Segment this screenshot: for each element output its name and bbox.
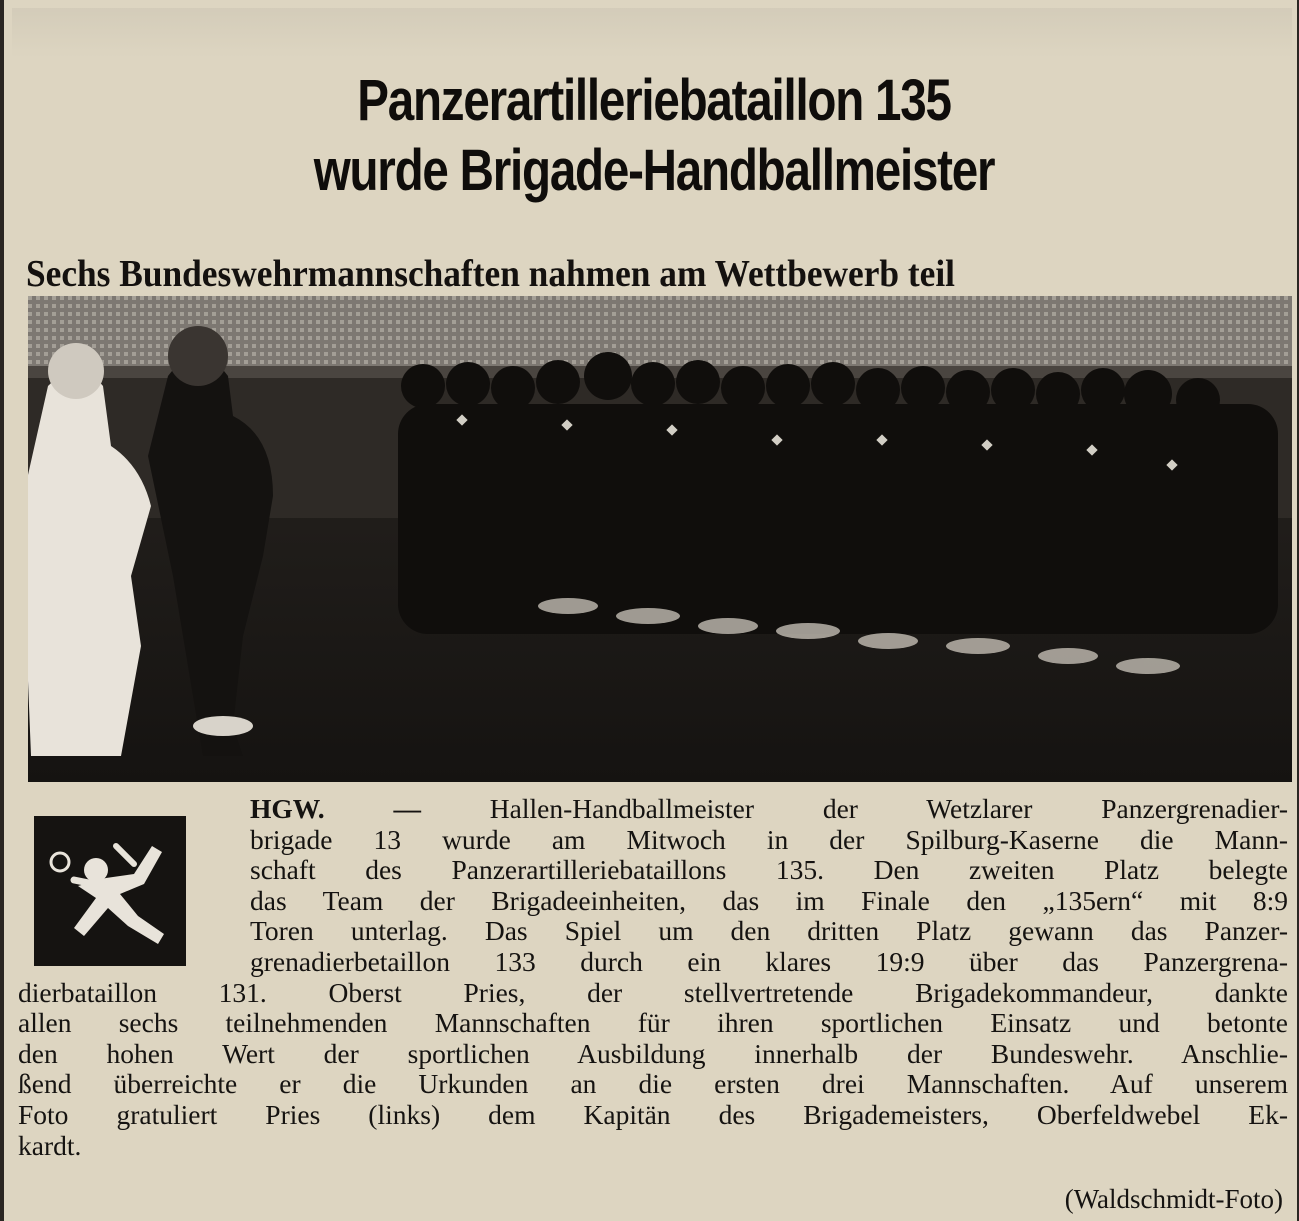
headline-line-2: wurde Brigade-Handballmeister [313, 138, 995, 203]
article-line: dierbataillon 131. Oberst Pries, der stellvertretende Brigadekommandeur, dankte [18, 976, 1288, 1008]
article-body [18, 794, 1288, 1161]
article-line: Foto gratuliert Pries (links) dem Kapitän des Brigademeisters, Oberfeldwebel Ek- [18, 1098, 1288, 1130]
headline-line-1: Panzerartilleriebataillon 135 [357, 68, 951, 133]
article-line: grenadierbetaillon 133 durch ein klares 19:9 über das Panzergrena- [250, 945, 1288, 977]
article-line: kardt. [18, 1129, 82, 1161]
article-line: brigade 13 wurde am Mitwoch in der Spilburg-Kaserne die Mann- [250, 823, 1288, 855]
faded-previous-article [12, 8, 1292, 58]
article-line: HGW. — Hallen-Handballmeister der Wetzlarer Panzergrenadier- [250, 793, 1289, 824]
subheadline: Sechs Bundeswehrmannschaften nahmen am Wettbewerb teil [26, 253, 956, 295]
headline [211, 66, 1097, 206]
article-line: allen sechs teilnehmenden Mannschaften für ihren sportlichen Einsatz und betonte [18, 1007, 1288, 1039]
article-line: ßend überreichte er die Urkunden an die ersten drei Mannschaften. Auf unserem [18, 1068, 1288, 1100]
article-line: den hohen Wert der sportlichen Ausbildung innerhalb der Bundeswehr. Anschlie- [18, 1037, 1288, 1069]
article-line: schaft des Panzerartilleriebataillons 135. Den zweiten Platz belegte [250, 854, 1288, 886]
article-line: Toren unterlag. Das Spiel um den dritten Platz gewann das Panzer- [250, 915, 1288, 947]
article-line: das Team der Brigadeeinheiten, das im Finale den „135ern“ mit 8:9 [250, 884, 1288, 916]
photo-credit: (Waldschmidt-Foto) [1064, 1184, 1283, 1214]
dateline: HGW. — [250, 793, 421, 824]
team-photo-illustration [28, 296, 1292, 782]
team-photo [28, 296, 1292, 782]
